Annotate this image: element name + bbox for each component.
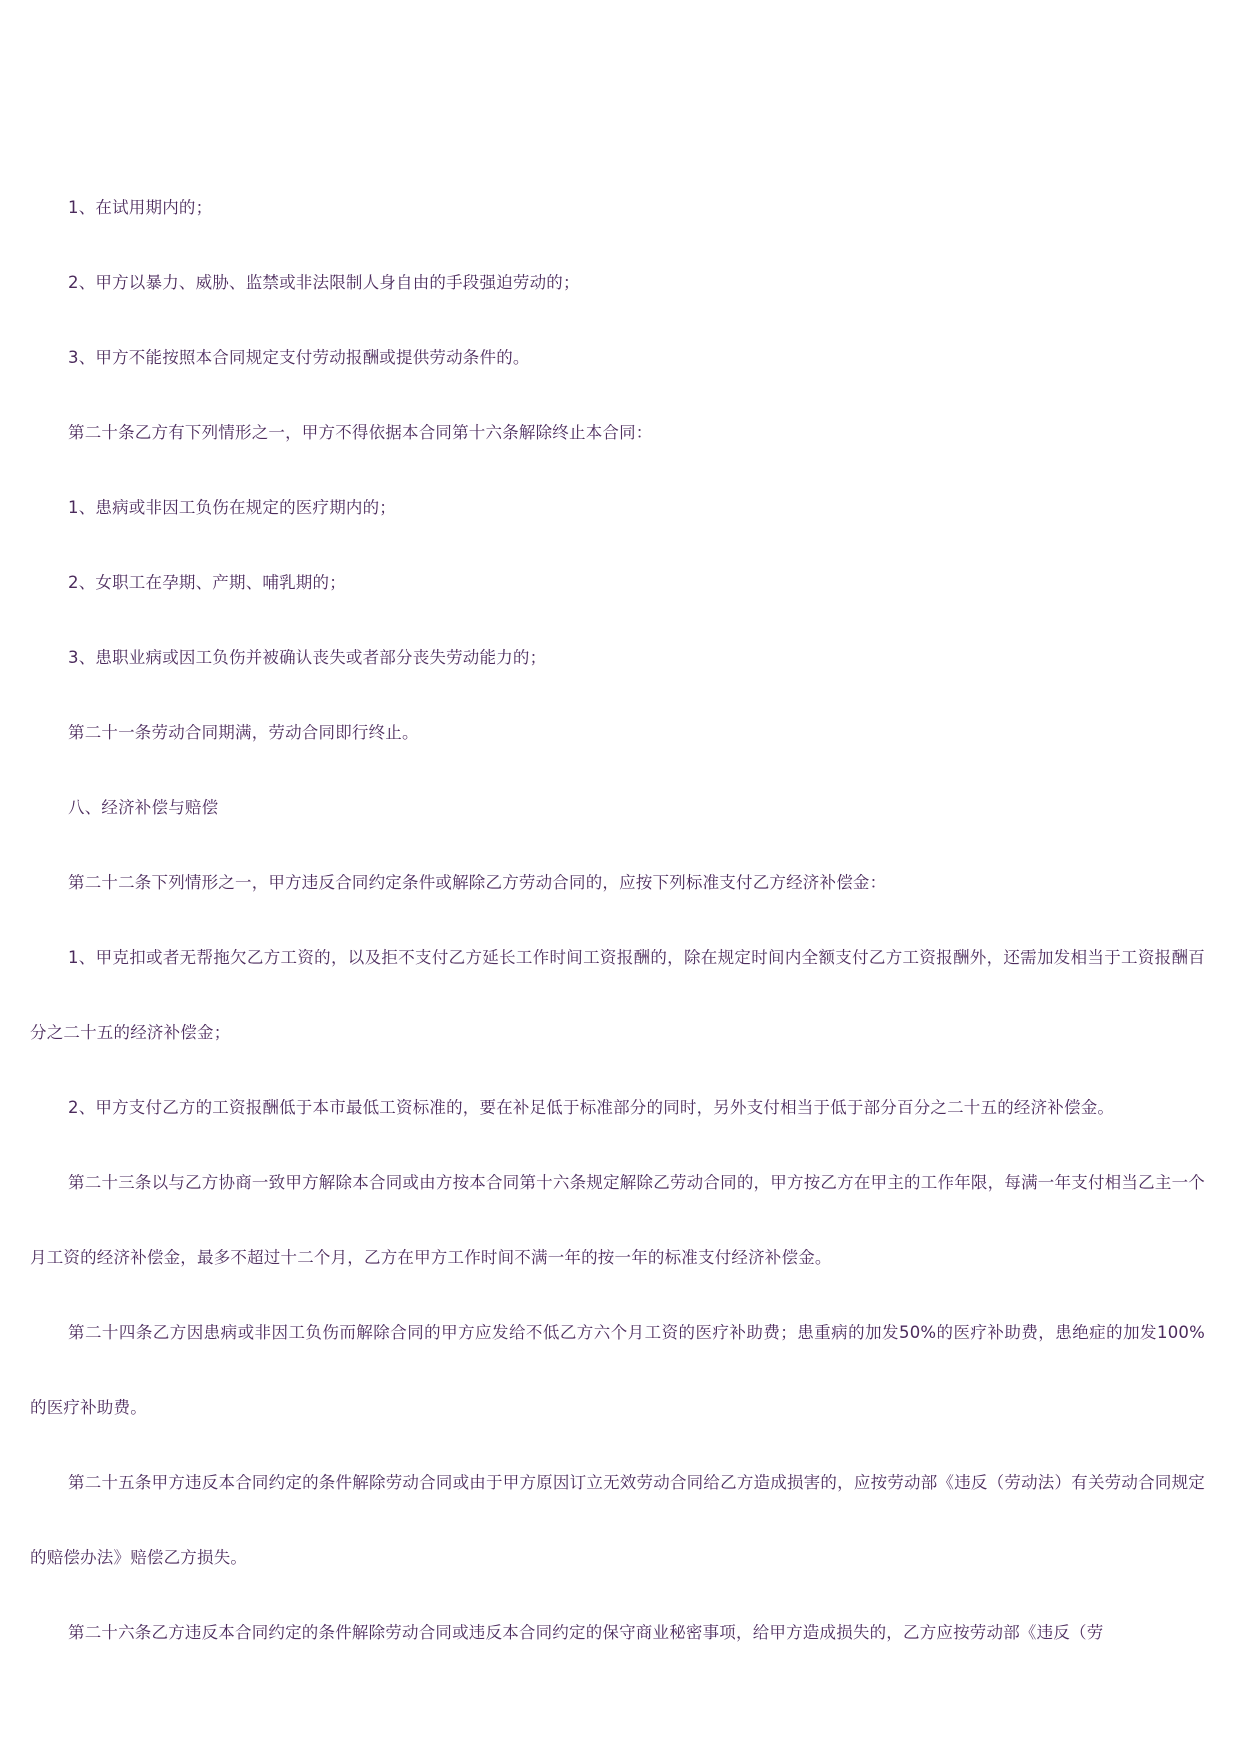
list-item-unpaid-wages: 3、甲方不能按照本合同规定支付劳动报酬或提供劳动条件的。: [68, 348, 530, 367]
article-25: 第二十五条甲方违反本合同约定的条件解除劳动合同或由于甲方原因订立无效劳动合同给乙方造成损害的，应按劳动部《违反（劳动法）有关劳动合同规定的赔偿办法》赔偿乙方损失。: [30, 1473, 1205, 1567]
list-item-illness: 1、患病或非因工负伤在规定的医疗期内的；: [68, 498, 396, 517]
list-item-wage-deduction: 1、甲克扣或者无帮拖欠乙方工资的，以及拒不支付乙方延长工作时间工资报酬的，除在规定时间内全额支付乙方工资报酬外，还需加发相当于工资报酬百分之二十五的经济补偿金；: [30, 948, 1205, 1042]
list-item-probation: 1、在试用期内的；: [68, 198, 213, 217]
article-23: 第二十三条以与乙方协商一致甲方解除本合同或由方按本合同第十六条规定解除乙劳动合同的，甲方按乙方在甲主的工作年限，每满一年支付相当乙主一个月工资的经济补偿金，最多不超过十二个月，乙方在甲方工作时间不满一年的按一年的标准支付经济补偿金。: [30, 1173, 1205, 1267]
list-item-pregnancy: 2、女职工在孕期、产期、哺乳期的；: [68, 573, 346, 592]
section-heading-compensation: 八、经济补偿与赔偿: [68, 798, 219, 817]
article-24: 第二十四条乙方因患病或非因工负伤而解除合同的甲方应发给不低乙方六个月工资的医疗补助费；患重病的加发50%的医疗补助费，患绝症的加发100%的医疗补助费。: [30, 1323, 1205, 1417]
article-20: 第二十条乙方有下列情形之一，甲方不得依据本合同第十六条解除终止本合同：: [68, 423, 653, 442]
article-26: 第二十六条乙方违反本合同约定的条件解除劳动合同或违反本合同约定的保守商业秘密事项，给甲方造成损失的，乙方应按劳动部《违反（劳: [68, 1623, 1104, 1642]
list-item-forced-labor: 2、甲方以暴力、威胁、监禁或非法限制人身自由的手段强迫劳动的；: [68, 273, 580, 292]
article-21: 第二十一条劳动合同期满，劳动合同即行终止。: [68, 723, 419, 742]
list-item-minimum-wage: 2、甲方支付乙方的工资报酬低于本市最低工资标准的，要在补足低于标准部分的同时，另外支付相当于低于部分百分之二十五的经济补偿金。: [68, 1098, 1115, 1117]
article-22: 第二十二条下列情形之一，甲方违反合同约定条件或解除乙方劳动合同的，应按下列标准支付乙方经济补偿金：: [68, 873, 887, 892]
list-item-disability: 3、患职业病或因工负伤并被确认丧失或者部分丧失劳动能力的；: [68, 648, 547, 667]
